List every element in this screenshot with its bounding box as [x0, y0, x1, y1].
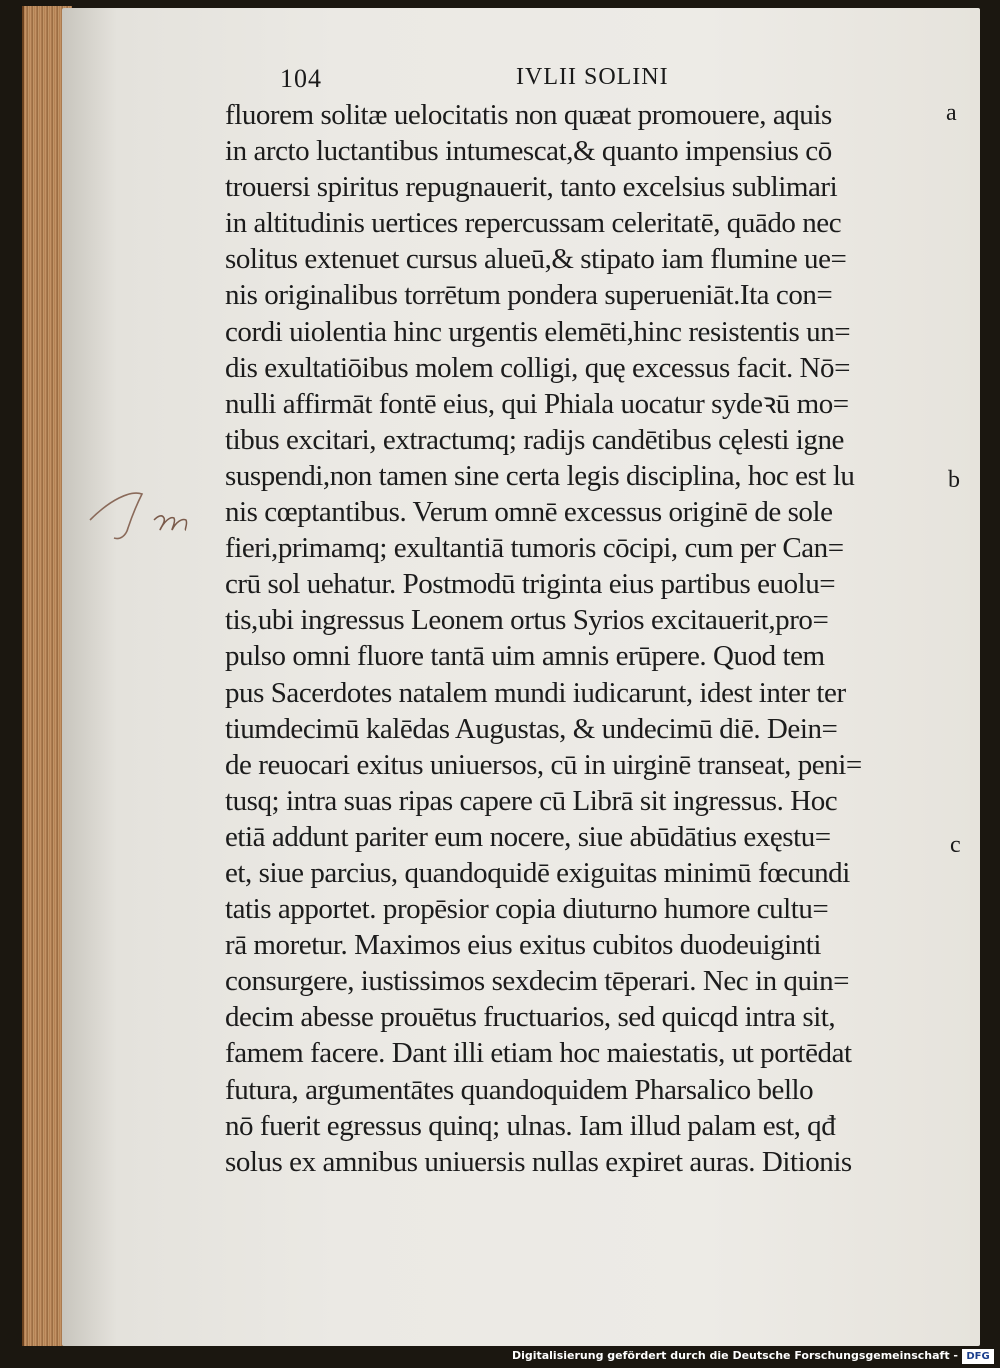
running-head: IVLII SOLINI: [516, 64, 669, 90]
text-line: de reuocari exitus uniuersos, cū in uirginē transeat, peni=: [225, 748, 862, 781]
margin-letter-b: b: [948, 467, 960, 493]
text-line: in arcto luctantibus intumescat,& quanto impensius cō: [225, 135, 832, 168]
text-line: tiumdecimū kalēdas Augustas, & undecimū diē. Dein=: [225, 712, 838, 745]
text-line: fluorem solitæ uelocitatis non quæat promouere, aquis: [225, 99, 832, 131]
text-line: pulso omni fluore tantā uim amnis erūpere. Quod tem: [225, 640, 825, 673]
text-line: tusq; intra suas ripas capere cū Librā sit ingressus. Hoc: [225, 784, 838, 817]
text-line: dis exultatiōibus molem colligi, quę excessus facit. Nō=: [225, 351, 851, 384]
text-line: pus Sacerdotes natalem mundi iudicarunt, idest inter ter: [225, 676, 846, 709]
text-line: decim abesse prouētus fructuarios, sed quicqd intra sit,: [225, 1001, 836, 1034]
text-line: nis cœptantibus. Verum omnē excessus originē de sole: [225, 496, 833, 529]
text-line: trouersi spiritus repugnauerit, tanto excelsius sublimari: [225, 171, 838, 204]
page-number: 104: [280, 64, 322, 93]
margin-letter-a: a: [946, 100, 957, 126]
text-line: nis originalibus torrētum pondera superueniāt.Ita con=: [225, 279, 833, 312]
text-line: et, siue parcius, quandoquidē exiguitas minimū fœcundi: [225, 856, 850, 889]
text-line: tatis apportet. propēsior copia diuturno humore cultu=: [225, 893, 829, 926]
text-line: rā moretur. Maximos eius exitus cubitos duodeuiginti: [225, 929, 821, 962]
text-line: suspendi,non tamen sine certa legis disciplina, hoc est lu: [225, 459, 855, 492]
dfg-logo: DFG: [962, 1349, 994, 1364]
digitization-footer: [0, 1346, 1000, 1368]
text-line: nulli affirmāt fontē eius, qui Phiala uocatur sydeꝛū mo=: [225, 387, 849, 420]
text-line: etiā addunt pariter eum nocere, siue abūdātius exęstu=: [225, 820, 831, 853]
text-line: in altitudinis uertices repercussam celeritatē, quādo nec: [225, 207, 842, 240]
text-line: tis,ubi ingressus Leonem ortus Syrios excitauerit,pro=: [225, 604, 829, 637]
text-line: tibus excitari, extractumq; radijs candētibus cęlesti igne: [225, 423, 844, 456]
text-line: nō fuerit egressus quinq; ulnas. Iam illud palam est, qđ: [225, 1109, 836, 1142]
text-line: crū sol uehatur. Postmodū triginta eius partibus euolu=: [225, 568, 836, 601]
page-header: [280, 64, 700, 98]
handwritten-marginal-mark: [80, 480, 220, 560]
text-line: solitus extenuet cursus alueū,& stipato iam flumine ue=: [225, 243, 847, 276]
text-line: cordi uiolentia hinc urgentis elemēti,hinc resistentis un=: [225, 315, 851, 348]
text-line: famem facere. Dant illi etiam hoc maiestatis, ut portēdat: [225, 1037, 852, 1070]
margin-letter-c: c: [950, 832, 961, 858]
body-text: [225, 97, 945, 1180]
text-line: futura, argumentātes quandoquidem Pharsalico bello: [225, 1073, 814, 1106]
text-line: fieri,primamq; exultantiā tumoris cōcipi, cum per Can=: [225, 532, 844, 565]
funding-credit: Digitalisierung gefördert durch die Deutsche Forschungsgemeinschaft -: [511, 1349, 958, 1362]
text-line: consurgere, iustissimos sexdecim tēperari. Nec in quin=: [225, 965, 850, 998]
text-line: solus ex amnibus uniuersis nullas expiret auras. Ditionis: [225, 1145, 852, 1178]
